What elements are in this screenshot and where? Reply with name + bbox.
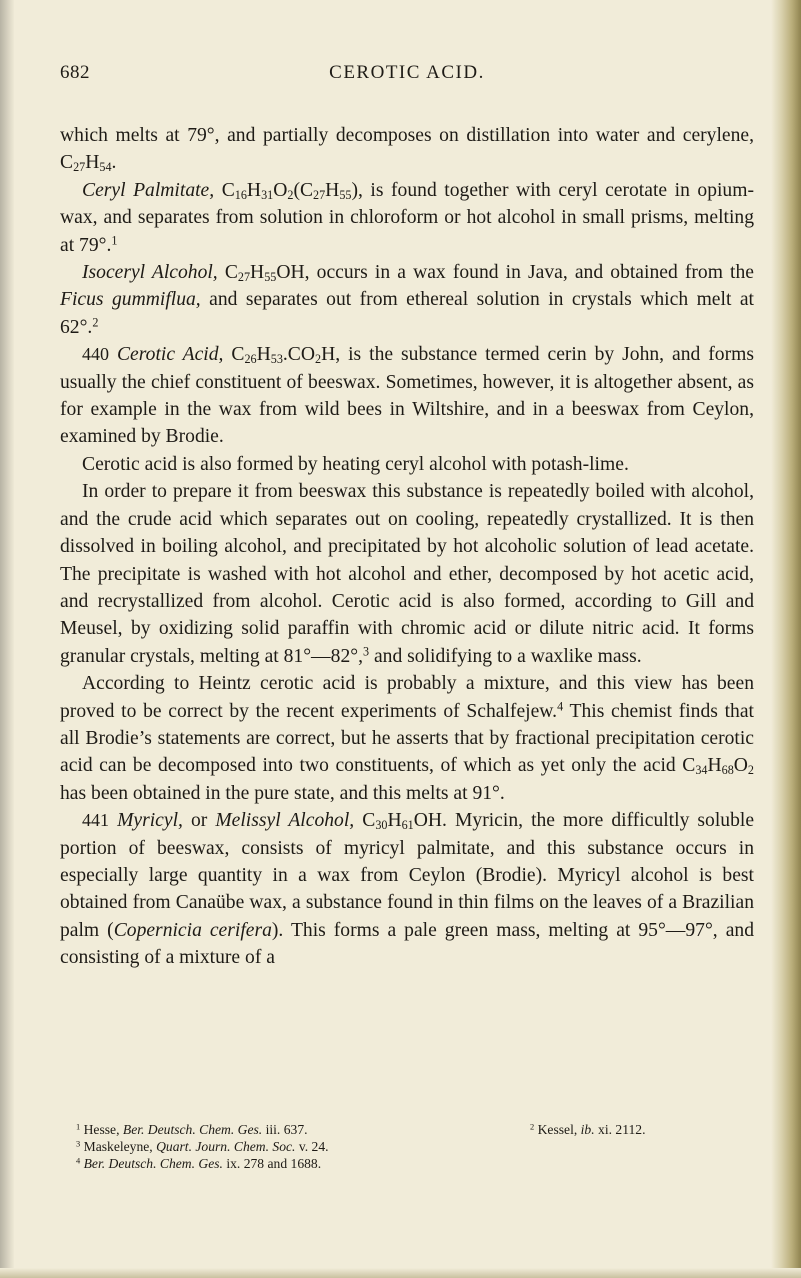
text-run: O — [273, 179, 288, 201]
subscript: 2 — [287, 187, 294, 202]
subscript: 2 — [315, 352, 322, 367]
subscript: 27 — [313, 187, 326, 202]
text-run: (C — [293, 179, 314, 201]
italic-text: Ficus gummiflua, — [60, 289, 201, 311]
text-run: and separates out from ethereal solution in crystals which melt at 62°. — [60, 289, 754, 338]
text-run: iii. 637. — [262, 1122, 308, 1137]
footnote-ref: 4 — [557, 698, 564, 713]
footnotes — [60, 1121, 754, 1172]
section-440-cerotic-acid — [60, 341, 754, 451]
text-run: H — [250, 262, 265, 284]
italic-text: Ber. Deutsch. Chem. Ges. — [122, 1122, 263, 1137]
footnote-ref: 4 — [76, 1155, 81, 1166]
footnote-4 — [76, 1155, 321, 1172]
body-text — [60, 122, 754, 972]
subscript: 30 — [375, 818, 388, 833]
text-run: ), is found together with ceryl cerotate in opium-wax, and separates from solution in chloroform or hot alcohol in small prisms, melting at 79°. — [60, 179, 754, 256]
text-run: .CO — [282, 344, 316, 366]
subscript: 55 — [339, 187, 352, 202]
text-run: and solidifying to a waxlike mass. — [369, 645, 642, 667]
text-run: H — [246, 179, 262, 201]
text-run: H — [256, 344, 271, 366]
footnote-ref: 3 — [362, 644, 370, 659]
italic-text: Cerotic Acid, — [116, 344, 224, 366]
italic-text: Quart. Journ. Chem. Soc. — [156, 1139, 296, 1154]
subscript: 68 — [721, 763, 734, 778]
text-run: C — [217, 262, 238, 284]
footnote-2 — [530, 1121, 646, 1138]
text-run: v. 24. — [295, 1139, 329, 1154]
text-run: H, is the substance termed cerin by John, and forms usually the chief constituent of beeswax. Sometimes, however, it is altogether absent, as for example in the wax from wild bees in Wiltshire, and in a beeswax from Ceylon, examined by Brodie. — [60, 344, 754, 448]
footnote-row — [60, 1155, 754, 1172]
paragraph — [60, 478, 754, 670]
subscript: 54 — [99, 160, 112, 175]
text-run: OH. Myricin, the more difficultly soluble portion of beeswax, consists of myricyl palmitate, and this substance occurs in especially large quantity in a wax from Ceylon (Brodie). Myricyl alcohol is best obtained from Canaübe wax, a substance found in thin films on the leaves of a Brazilian palm ( — [60, 810, 755, 941]
text-run: In order to prepare it from beeswax this substance is repeatedly boiled with alcohol, and the crude acid which separates out on cooling, repeatedly crystallized. It is then dissolved in boiling alcohol, and precipitated by hot alcoholic solution of lead acetate. The precipitate is washed with hot alcohol and ether, decomposed by hot acetic acid, and recrystallized from alcohol. Cerotic acid is also formed, according to Gill and Meusel, by oxidizing solid paraffin with chromic acid or dilute nitric acid. It forms granular crystals, melting at 81°—82°, — [60, 481, 754, 667]
text-run: C — [354, 810, 376, 832]
book-gutter-shadow — [0, 0, 14, 1278]
italic-text: Ceryl Palmitate, — [82, 179, 215, 201]
section-441-myricyl — [60, 807, 754, 971]
subscript: 2 — [747, 763, 754, 778]
subscript: 31 — [261, 187, 274, 202]
footnote-ref: 3 — [76, 1138, 81, 1149]
italic-text: Myricyl, — [117, 810, 183, 832]
text-run: ix. 278 and 1688. — [222, 1156, 322, 1171]
text-run: C — [214, 179, 235, 201]
text-run: H — [85, 152, 100, 174]
subscript: 55 — [264, 270, 277, 285]
paragraph — [60, 451, 754, 478]
text-run: C — [223, 344, 245, 366]
text-run: Cerotic acid is also formed by heating ceryl alcohol with potash-lime. — [82, 453, 629, 475]
page-bottom-edge — [0, 1268, 801, 1278]
paragraph — [60, 670, 754, 807]
subscript: 27 — [73, 160, 86, 175]
footnote-ref: 2 — [92, 315, 99, 330]
section-number: 441 — [82, 810, 110, 831]
text-run: which melts at 79°, and partially decomposes on distillation into water and cerylene, C — [60, 125, 754, 174]
page-header — [60, 62, 754, 88]
footnote-row — [60, 1138, 754, 1155]
footnote-1 — [76, 1121, 308, 1138]
paragraph — [60, 122, 754, 177]
text-run: OH, occurs in a wax found in Java, and obtained from the — [276, 262, 754, 284]
text-run: According to Heintz cerotic acid is probably a mixture, and this view has been proved to be correct by the recent experiments of Schalfejew. — [60, 673, 754, 722]
paragraph-ceryl-palmitate — [60, 177, 754, 259]
paragraph-isoceryl-alcohol — [60, 259, 754, 341]
italic-text: ib. — [580, 1122, 595, 1137]
subscript: 61 — [401, 818, 414, 833]
footnote-3 — [76, 1138, 329, 1155]
italic-text: Copernicia cerifera — [113, 919, 272, 941]
footnote-ref: 2 — [530, 1121, 535, 1132]
text-run: O — [733, 755, 748, 777]
italic-text: Ber. Deutsch. Chem. Ges. — [83, 1156, 223, 1171]
text-run: . — [111, 152, 117, 174]
footnote-ref: 1 — [111, 232, 118, 247]
text-run: xi. 2112. — [594, 1122, 646, 1137]
page-edge-shadow — [771, 0, 801, 1278]
italic-text: Isoceryl Alcohol, — [82, 262, 218, 284]
text-run: has been obtained in the pure state, and this melts at 91°. — [60, 782, 505, 804]
subscript: 26 — [244, 352, 257, 367]
subscript: 34 — [695, 763, 708, 778]
text-run — [109, 810, 117, 831]
text-run — [109, 344, 117, 365]
footnote-ref: 1 — [76, 1121, 81, 1132]
text-run: Hesse, — [80, 1122, 123, 1137]
subscript: 53 — [270, 352, 283, 367]
text-run: Kessel, — [534, 1122, 581, 1137]
text-run: Maskeleyne, — [80, 1139, 157, 1154]
text-run: This chemist finds that all Brodie’s statements are correct, but he asserts that by fractional precipitation cerotic acid can be decomposed into two constituents, of which as yet only the acid C — [60, 700, 754, 777]
subscript: 16 — [234, 187, 247, 202]
text-run: ). This forms a pale green mass, melting at 95°—97°, and consisting of a mixture of a — [60, 919, 754, 969]
page-number: 682 — [60, 62, 90, 83]
text-run: or — [182, 810, 216, 832]
running-title: CEROTIC ACID. — [329, 62, 485, 83]
section-number: 440 — [82, 344, 110, 365]
text-run: H — [387, 810, 402, 832]
subscript: 27 — [237, 270, 251, 285]
footnote-row — [60, 1121, 754, 1138]
italic-text: Melissyl Alcohol, — [215, 810, 355, 832]
text-run: H — [325, 179, 340, 201]
text-run: H — [707, 755, 722, 777]
